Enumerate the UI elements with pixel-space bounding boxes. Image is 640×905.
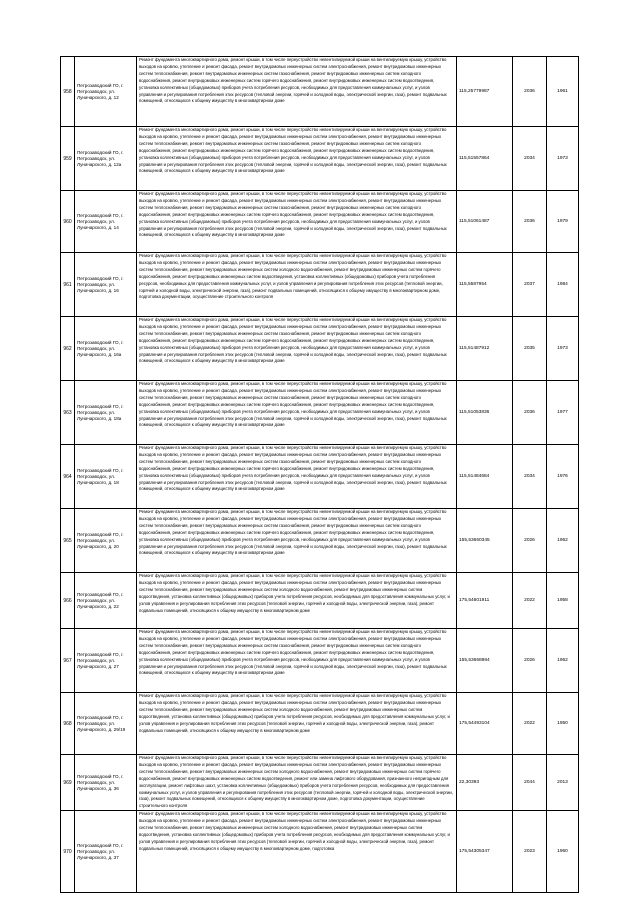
row-plan-year: 2023 xyxy=(513,811,547,893)
table-row xyxy=(61,755,579,811)
row-number: 964 xyxy=(61,445,75,509)
row-built-year: 1962 xyxy=(547,629,579,693)
row-cost: 22,30393 xyxy=(457,755,513,811)
row-number: 967 xyxy=(61,629,75,693)
capital-repair-table xyxy=(60,56,579,893)
table-row xyxy=(61,127,579,191)
row-number: 962 xyxy=(61,317,75,381)
row-plan-year: 2037 xyxy=(513,253,547,317)
row-address: Петрозаводский ГО, г. Петрозаводск, ул. Луначарского, д. 20 xyxy=(75,509,137,573)
row-built-year: 1962 xyxy=(547,509,579,573)
row-number: 963 xyxy=(61,381,75,445)
row-works xyxy=(137,127,457,191)
row-plan-year: 2036 xyxy=(513,57,547,127)
row-address: Петрозаводский ГО, г. Петрозаводск, ул. Луначарского, д. 12а xyxy=(75,127,137,191)
row-works-text: Ремонт фундамента многоквартирного дома, ремонт крыши, в том числе переустройство невентилируемой крыши на вентилируемую крышу, устройство выходов на кровлю, утепление и ремонт фасада, ремонт внутридомовых инженерных систем электроснабжения, ремонт внутридомовых инженерных систем теплоснабжения, ремонт внутридомовых инженерных систем холодного водоснабжения, ремонт внутридомовых инженерных систем горячего водоснабжения, ремонт внутридомовых инженерных систем водоотведения, установка коллективных (общедомовых) приборов учета потребления ресурсов, необходимых для предоставления коммунальных услуг, и узлов управления и регулирования потребления этих ресурсов (тепловой энергии, горячей и холодной воды, электрической энергии, газа), ремонт подвальных помещений, относящихся к общему имуществу в многоквартирном доме, подготовка документации, осуществление строительного контроля xyxy=(139,253,447,300)
row-cost: 155,53668984 xyxy=(457,629,513,693)
table-row xyxy=(61,811,579,893)
row-built-year: 1979 xyxy=(547,191,579,253)
row-number: 965 xyxy=(61,509,75,573)
row-plan-year: 2022 xyxy=(513,573,547,629)
row-plan-year: 2026 xyxy=(513,629,547,693)
row-cost: 175,54601911 xyxy=(457,573,513,629)
row-works-text: Ремонт фундамента многоквартирного дома, ремонт крыши, в том числе переустройство невентилируемой крыши на вентилируемую крышу, устройство выходов на кровлю, утепление и ремонт фасада, ремонт внутридомовых инженерных систем электроснабжения, ремонт внутридомовых инженерных систем теплоснабжения, ремонт внутридомовых инженерных систем газоснабжения, ремонт внутридомовых инженерных систем холодного водоснабжения, ремонт внутридомовых инженерных систем горячего водоснабжения, ремонт внутридомовых инженерных систем водоотведения, установка коллективных (общедомовых) приборов учета потребления ресурсов, необходимых для предоставления коммунальных услуг, и узлов управления и регулирования потребления этих ресурсов (тепловой энергии, горячей и холодной воды, электрической энергии, газа), ремонт подвальных помещений, относящихся к общему имуществу в многоквартирном доме xyxy=(139,191,447,238)
row-number: 969 xyxy=(61,755,75,811)
row-works xyxy=(137,755,457,811)
table-body xyxy=(61,57,579,893)
row-built-year: 2013 xyxy=(547,755,579,811)
row-built-year: 1973 xyxy=(547,127,579,191)
row-number: 959 xyxy=(61,127,75,191)
table-row xyxy=(61,57,579,127)
row-cost: 115,51053836 xyxy=(457,381,513,445)
row-built-year: 1961 xyxy=(547,57,579,127)
row-address: Петрозаводский ГО, г. Петрозаводск, ул. Луначарского, д. 18 xyxy=(75,445,137,509)
row-works-text: Ремонт фундамента многоквартирного дома, ремонт крыши, в том числе переустройство невентилируемой крыши на вентилируемую крышу, устройство выходов на кровлю, утепление и ремонт фасада, ремонт внутридомовых инженерных систем электроснабжения, ремонт внутридомовых инженерных систем теплоснабжения, ремонт внутридомовых инженерных систем холодного водоснабжения, ремонт внутридомовых инженерных систем водоотведения, установка коллективных (общедомовых) приборов учета потребления ресурсов, необходимых для предоставления коммунальных услуг, и узлов управления и регулирования потребления этих ресурсов (тепловой энергии, горячей и холодной воды, электрической энергии, газа), ремонт подвальных помещений, относящихся к общему имуществу в многоквартирном доме, подготовка xyxy=(139,811,450,851)
row-plan-year: 2022 xyxy=(513,693,547,755)
row-plan-year: 2036 xyxy=(513,381,547,445)
row-works-text: Ремонт фундамента многоквартирного дома, ремонт крыши, в том числе переустройство невентилируемой крыши на вентилируемую крышу, устройство выходов на кровлю, утепление и ремонт фасада, ремонт внутридомовых инженерных систем электроснабжения, ремонт внутридомовых инженерных систем теплоснабжения, ремонт внутридомовых инженерных систем газоснабжения, ремонт внутридомовых инженерных систем холодного водоснабжения, ремонт внутридомовых инженерных систем горячего водоснабжения, ремонт внутридомовых инженерных систем водоотведения, установка коллективных (общедомовых) приборов учета потребления ресурсов, необходимых для предоставления коммунальных услуг, и узлов управления и регулирования потребления этих ресурсов (тепловой энергии, горячей и холодной воды, электрической энергии, газа), ремонт подвальных помещений, относящихся к общему имуществу в многоквартирном доме xyxy=(139,445,447,492)
table-row xyxy=(61,317,579,381)
row-works-text: Ремонт фундамента многоквартирного дома, ремонт крыши, в том числе переустройство невентилируемой крыши на вентилируемую крышу, устройство выходов на кровлю, утепление и ремонт фасада, ремонт внутридомовых инженерных систем электроснабжения, ремонт внутридомовых инженерных систем теплоснабжения, ремонт внутридомовых инженерных систем газоснабжения, ремонт внутридомовых инженерных систем холодного водоснабжения, ремонт внутридомовых инженерных систем горячего водоснабжения, ремонт внутридомовых инженерных систем водоотведения, установка коллективных (общедомовых) приборов учета потребления ресурсов, необходимых для предоставления коммунальных услуг, и узлов управления и регулирования потребления этих ресурсов (тепловой энергии, горячей и холодной воды, электрической энергии, газа), ремонт подвальных помещений, относящихся к общему имуществу в многоквартирном доме xyxy=(139,629,447,676)
row-number: 960 xyxy=(61,191,75,253)
row-works xyxy=(137,253,457,317)
row-works xyxy=(137,629,457,693)
row-number: 970 xyxy=(61,811,75,893)
row-number: 968 xyxy=(61,693,75,755)
row-plan-year: 2026 xyxy=(513,509,547,573)
row-works-text: Ремонт фундамента многоквартирного дома, ремонт крыши, в том числе переустройство невентилируемой крыши на вентилируемую крышу, устройство выходов на кровлю, утепление и ремонт фасада, ремонт внутридомовых инженерных систем электроснабжения, ремонт внутридомовых инженерных систем теплоснабжения, ремонт внутридомовых инженерных систем холодного водоснабжения, ремонт внутридомовых инженерных систем горячего водоснабжения, ремонт внутридомовых инженерных систем водоотведения, ремонт или замена лифтового оборудования, признанного непригодным для эксплуатации, ремонт лифтовых шахт, установка коллективных (общедомовых) приборов учета потребления ресурсов, необходимых для предоставления коммунальных услуг, и узлов управления и регулирования потребления этих ресурсов (тепловой энергии, горячей и холодной воды, электрической энергии, газа), ремонт подвальных помещений, относящихся к общему имуществу в многоквартирном доме, подготовка документации, осуществление строительного контроля xyxy=(139,755,454,809)
row-address: Петрозаводский ГО, г. Петрозаводск, ул. Луначарского, д. 22 xyxy=(75,573,137,629)
row-works xyxy=(137,573,457,629)
row-address: Петрозаводский ГО, г. Петрозаводск, ул. Луначарского, д. 12 xyxy=(75,57,137,127)
row-address: Петрозаводский ГО, г. Петрозаводск, ул. Луначарского, д. 16 xyxy=(75,253,137,317)
row-address: Петрозаводский ГО, г. Петрозаводск, ул. Луначарского, д. 27 xyxy=(75,629,137,693)
row-address: Петрозаводский ГО, г. Петрозаводск, ул. Луначарского, д. 36 xyxy=(75,755,137,811)
row-plan-year: 2036 xyxy=(513,191,547,253)
row-address: Петрозаводский ГО, г. Петрозаводск, ул. Луначарского, д. 18а xyxy=(75,381,137,445)
table-row xyxy=(61,509,579,573)
row-built-year: 1973 xyxy=(547,317,579,381)
table-row xyxy=(61,253,579,317)
row-works-text: Ремонт фундамента многоквартирного дома, ремонт крыши, в том числе переустройство невентилируемой крыши на вентилируемую крышу, устройство выходов на кровлю, утепление и ремонт фасада, ремонт внутридомовых инженерных систем электроснабжения, ремонт внутридомовых инженерных систем теплоснабжения, ремонт внутридомовых инженерных систем газоснабжения, ремонт внутридомовых инженерных систем холодного водоснабжения, ремонт внутридомовых инженерных систем горячего водоснабжения, ремонт внутридомовых инженерных систем водоотведения, установка коллективных (общедомовых) приборов учета потребления ресурсов, необходимых для предоставления коммунальных услуг, и узлов управления и регулирования потребления этих ресурсов (тепловой энергии, горячей и холодной воды, электрической энергии, газа), ремонт подвальных помещений, относящихся к общему имуществу в многоквартирном доме xyxy=(139,381,447,428)
row-plan-year: 2035 xyxy=(513,317,547,381)
row-works xyxy=(137,509,457,573)
table-row xyxy=(61,573,579,629)
row-built-year: 1958 xyxy=(547,573,579,629)
row-cost: 115,51557864 xyxy=(457,127,513,191)
row-works-text: Ремонт фундамента многоквартирного дома, ремонт крыши, в том числе переустройство невентилируемой крыши на вентилируемую крышу, устройство выходов на кровлю, утепление и ремонт фасада, ремонт внутридомовых инженерных систем электроснабжения, ремонт внутридомовых инженерных систем теплоснабжения, ремонт внутридомовых инженерных систем газоснабжения, ремонт внутридомовых инженерных систем холодного водоснабжения, ремонт внутридомовых инженерных систем горячего водоснабжения, ремонт внутридомовых инженерных систем водоотведения, установка коллективных (общедомовых) приборов учета потребления ресурсов, необходимых для предоставления коммунальных услуг, и узлов управления и регулирования потребления этих ресурсов (тепловой энергии, горячей и холодной воды, электрической энергии, газа), ремонт подвальных помещений, относящихся к общему имуществу в многоквартирном доме xyxy=(139,127,447,174)
row-works xyxy=(137,317,457,381)
row-address: Петрозаводский ГО, г. Петрозаводск, ул. Луначарского, д. 37 xyxy=(75,811,137,893)
row-address: Петрозаводский ГО, г. Петрозаводск, ул. Луначарского, д. 29/19 xyxy=(75,693,137,755)
row-cost: 115,51484684 xyxy=(457,445,513,509)
table-row xyxy=(61,629,579,693)
row-works-text: Ремонт фундамента многоквартирного дома, ремонт крыши, в том числе переустройство невентилируемой крыши на вентилируемую крышу, устройство выходов на кровлю, утепление и ремонт фасада, ремонт внутридомовых инженерных систем электроснабжения, ремонт внутридомовых инженерных систем теплоснабжения, ремонт внутридомовых инженерных систем холодного водоснабжения, ремонт внутридомовых инженерных систем водоотведения, установка коллективных (общедомовых) приборов учета потребления ресурсов, необходимых для предоставления коммунальных услуг, и узлов управления и регулирования потребления этих ресурсов (тепловой энергии, горячей и холодной воды, электрической энергии, газа), ремонт подвальных помещений, относящихся к общему имуществу в многоквартирном доме xyxy=(139,693,450,733)
row-plan-year: 2044 xyxy=(513,755,547,811)
row-plan-year: 2034 xyxy=(513,127,547,191)
row-works-text: Ремонт фундамента многоквартирного дома, ремонт крыши, в том числе переустройство невентилируемой крыши на вентилируемую крышу, устройство выходов на кровлю, утепление и ремонт фасада, ремонт внутридомовых инженерных систем электроснабжения, ремонт внутридомовых инженерных систем теплоснабжения, ремонт внутридомовых инженерных систем газоснабжения, ремонт внутридомовых инженерных систем холодного водоснабжения, ремонт внутридомовых инженерных систем горячего водоснабжения, ремонт внутридомовых инженерных систем водоотведения, установка коллективных (общедомовых) приборов учета потребления ресурсов, необходимых для предоставления коммунальных услуг, и узлов управления и регулирования потребления этих ресурсов (тепловой энергии, горячей и холодной воды, электрической энергии, газа), ремонт подвальных помещений, относящихся к общему имуществу в многоквартирном доме xyxy=(139,509,447,556)
table-row xyxy=(61,191,579,253)
row-cost: 115,25779987 xyxy=(457,57,513,127)
table-row xyxy=(61,693,579,755)
row-cost: 155,53660345 xyxy=(457,509,513,573)
row-works xyxy=(137,191,457,253)
row-works xyxy=(137,381,457,445)
document-page xyxy=(60,56,578,893)
table-row xyxy=(61,445,579,509)
row-built-year: 1976 xyxy=(547,445,579,509)
row-works-text: Ремонт фундамента многоквартирного дома, ремонт крыши, в том числе переустройство невентилируемой крыши на вентилируемую крышу, устройство выходов на кровлю, утепление и ремонт фасада, ремонт внутридомовых инженерных систем электроснабжения, ремонт внутридомовых инженерных систем теплоснабжения, ремонт внутридомовых инженерных систем газоснабжения, ремонт внутридомовых инженерных систем холодного водоснабжения, ремонт внутридомовых инженерных систем горячего водоснабжения, ремонт внутридомовых инженерных систем водоотведения, установка коллективных (общедомовых) приборов учета потребления ресурсов, необходимых для предоставления коммунальных услуг, и узлов управления и регулирования потребления этих ресурсов (тепловой энергии, горячей и холодной воды, электрической энергии, газа), ремонт подвальных помещений, относящихся к общему имуществу в многоквартирном доме xyxy=(139,57,447,104)
row-cost: 115,51487912 xyxy=(457,317,513,381)
row-works xyxy=(137,811,457,893)
row-built-year: 1977 xyxy=(547,381,579,445)
row-cost: 115,51061487 xyxy=(457,191,513,253)
row-built-year: 1950 xyxy=(547,693,579,755)
row-cost: 115,5587954 xyxy=(457,253,513,317)
row-works xyxy=(137,445,457,509)
row-plan-year: 2034 xyxy=(513,445,547,509)
row-built-year: 1960 xyxy=(547,811,579,893)
row-works xyxy=(137,693,457,755)
row-built-year: 1984 xyxy=(547,253,579,317)
row-works-text: Ремонт фундамента многоквартирного дома, ремонт крыши, в том числе переустройство невентилируемой крыши на вентилируемую крышу, устройство выходов на кровлю, утепление и ремонт фасада, ремонт внутридомовых инженерных систем электроснабжения, ремонт внутридомовых инженерных систем теплоснабжения, ремонт внутридомовых инженерных систем газоснабжения, ремонт внутридомовых инженерных систем холодного водоснабжения, ремонт внутридомовых инженерных систем горячего водоснабжения, ремонт внутридомовых инженерных систем водоотведения, установка коллективных (общедомовых) приборов учета потребления ресурсов, необходимых для предоставления коммунальных услуг, и узлов управления и регулирования потребления этих ресурсов (тепловой энергии, горячей и холодной воды, электрической энергии, газа), ремонт подвальных помещений, относящихся к общему имуществу в многоквартирном доме xyxy=(139,317,447,364)
row-cost: 175,54493104 xyxy=(457,693,513,755)
row-number: 958 xyxy=(61,57,75,127)
row-number: 966 xyxy=(61,573,75,629)
table-row xyxy=(61,381,579,445)
row-works-text: Ремонт фундамента многоквартирного дома, ремонт крыши, в том числе переустройство невентилируемой крыши на вентилируемую крышу, устройство выходов на кровлю, утепление и ремонт фасада, ремонт внутридомовых инженерных систем электроснабжения, ремонт внутридомовых инженерных систем теплоснабжения, ремонт внутридомовых инженерных систем холодного водоснабжения, ремонт внутридомовых инженерных систем водоотведения, установка коллективных (общедомовых) приборов учета потребления ресурсов, необходимых для предоставления коммунальных услуг, и узлов управления и регулирования потребления этих ресурсов (тепловой энергии, горячей и холодной воды, электрической энергии, газа), ремонт подвальных помещений, относящихся к общему имуществу в многоквартирном доме xyxy=(139,573,450,613)
row-number: 961 xyxy=(61,253,75,317)
row-address: Петрозаводский ГО, г. Петрозаводск, ул. Луначарского, д. 14 xyxy=(75,191,137,253)
row-address: Петрозаводский ГО, г. Петрозаводск, ул. Луначарского, д. 16а xyxy=(75,317,137,381)
row-works xyxy=(137,57,457,127)
row-cost: 175,54305347 xyxy=(457,811,513,893)
